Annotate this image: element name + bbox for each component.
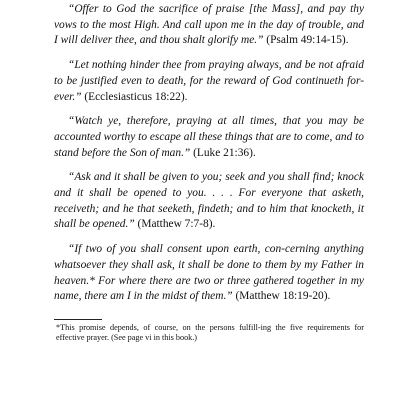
scripture-quote-matthew-7: [54, 170, 364, 233]
quote-text: “Watch ye, therefore, praying at all times, that you may be accounted worthy to escape all these things that are to come, and to stand before the Son of man.”: [54, 115, 364, 159]
quote-text: “Ask and it shall be given to you; seek and you shall find; knock and it shall be opened to you. . . . For everyone that asketh, receiveth; and he that seeketh, findeth; and to him that knocketh, it shall be opened.”: [54, 171, 364, 231]
quote-reference: (Ecclesiasticus 18:22).: [81, 90, 188, 103]
quote-reference: (Psalm 49:14-15).: [263, 34, 349, 47]
quote-reference: (Matthew 18:19-20).: [232, 290, 331, 303]
quote-text: “Offer to God the sacrifice of praise [the Mass], and pay thy vows to the most High. And call upon me in the day of trouble, and I will deliver thee, and thou shalt glorify me.”: [54, 3, 364, 47]
scripture-quote-psalm: [54, 2, 364, 49]
footnote: *This promise depends, of course, on the persons fulfill-ing the five requirements for effective prayer. (See page vi in this book.): [56, 322, 364, 343]
scripture-quote-matthew-18: [54, 242, 364, 305]
quote-text: “If two of you shall consent upon earth, con-cerning anything whatsoever they shall ask, it shall be done to them by my Father in heaven.* For where there are two or three gathered together in my name, there am I in the midst of them.”: [54, 243, 364, 303]
quote-reference: (Luke 21:36).: [190, 146, 256, 159]
scripture-quote-ecclesiasticus: [54, 58, 364, 105]
quote-reference: (Matthew 7:7-8).: [134, 218, 216, 231]
scripture-quote-luke: [54, 114, 364, 161]
quote-text: “Let nothing hinder thee from praying always, and be not afraid to be justified even to death, for the reward of God continueth for-ever.”: [54, 59, 364, 103]
footnote-divider: [54, 319, 102, 320]
